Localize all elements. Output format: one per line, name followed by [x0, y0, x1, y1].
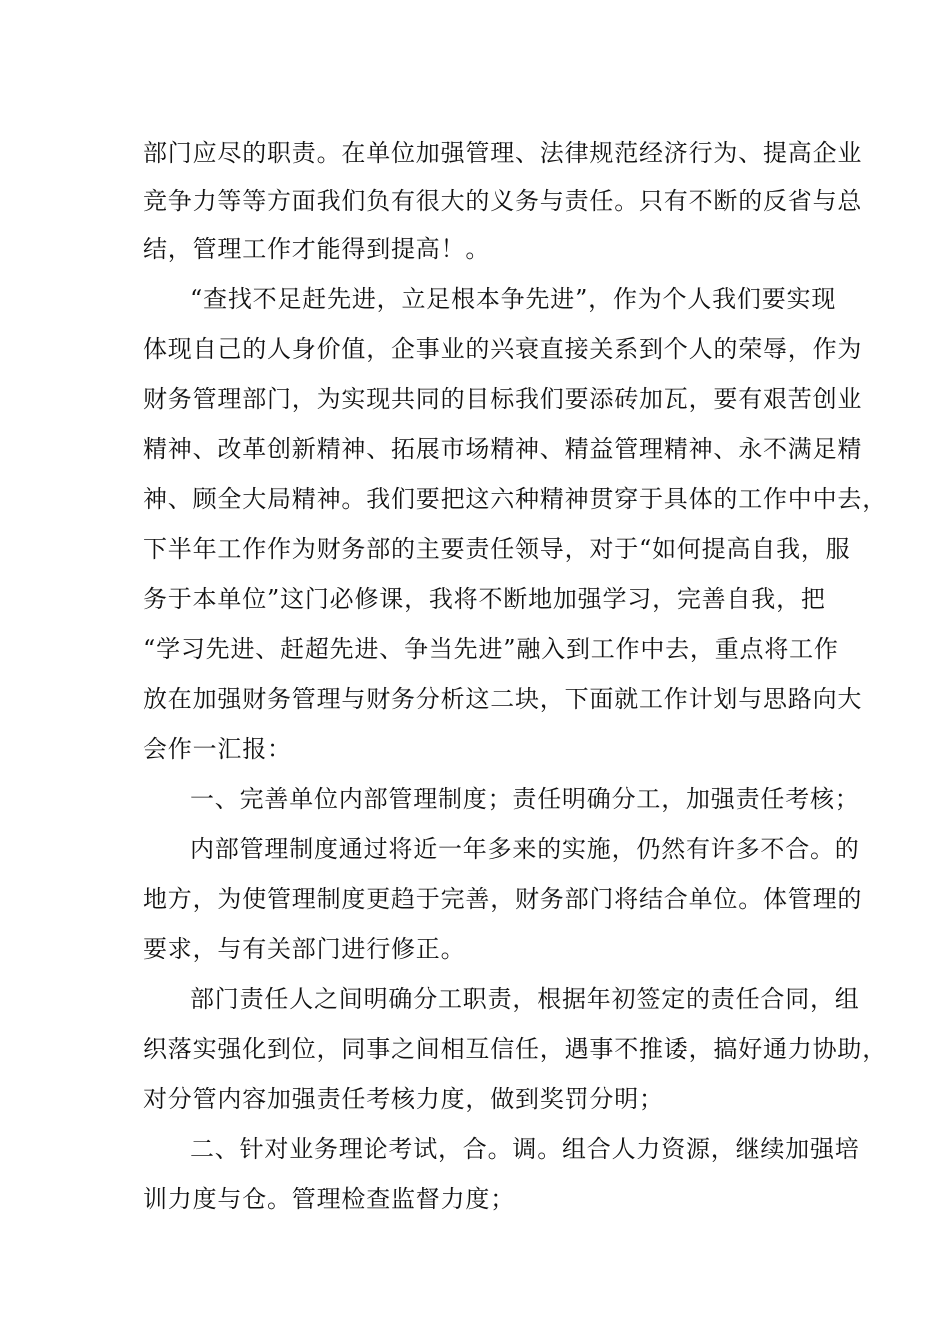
text-line: 对分管内容加强责任考核力度，做到奖罚分明； [143, 1085, 664, 1113]
text-line: 织落实强化到位，同事之间相互信任，遇事不推诿，搞好通力协助， [143, 1035, 887, 1063]
text-line: 会作一汇报： [143, 735, 292, 763]
text-line: 竞争力等等方面我们负有很大的义务与责任。只有不断的反省与总 [143, 187, 863, 215]
text-line: 精神、改革创新精神、拓展市场精神、精益管理精神、永不满足精 [143, 435, 863, 463]
text-line: 财务管理部门，为实现共同的目标我们要添砖加瓦，要有艰苦创业 [143, 385, 863, 413]
text-line: 务于本单位”这门必修课，我将不断地加强学习，完善自我，把 [143, 585, 826, 613]
text-line: 结，管理工作才能得到提高！。 [143, 235, 491, 263]
text-line: 要求，与有关部门进行修正。 [143, 935, 466, 963]
section-heading: 一、完善单位内部管理制度；责任明确分工，加强责任考核； [190, 785, 860, 813]
text-line: 地方，为使管理制度更趋于完善，财务部门将结合单位。体管理的 [143, 885, 863, 913]
text-line: 部门应尽的职责。在单位加强管理、法律规范经济行为、提高企业 [143, 139, 863, 167]
text-line: 放在加强财务管理与财务分析这二块，下面就工作计划与思路向大 [143, 685, 863, 713]
section-heading: 二、针对业务理论考试，合。调。组合人力资源，继续加强培 [190, 1135, 860, 1163]
text-line: 体现自己的人身价值，企事业的兴衰直接关系到个人的荣辱，作为 [143, 335, 863, 363]
paragraph-first-line: 部门责任人之间明确分工职责，根据年初签定的责任合同，组 [190, 985, 860, 1013]
text-line: 下半年工作作为财务部的主要责任领导，对于“如何提高自我，服 [143, 535, 851, 563]
text-line: 训力度与仓。管理检查监督力度； [143, 1185, 515, 1213]
paragraph-first-line: 内部管理制度通过将近一年多来的实施，仍然有许多不合。的 [190, 835, 860, 863]
text-line: “学习先进、赶超先进、争当先进”融入到工作中去，重点将工作 [143, 635, 839, 663]
text-line: 神、顾全大局精神。我们要把这六种精神贯穿于具体的工作中中去， [143, 485, 887, 513]
paragraph-first-line: “查找不足赶先进，立足根本争先进”，作为个人我们要实现 [190, 285, 837, 313]
